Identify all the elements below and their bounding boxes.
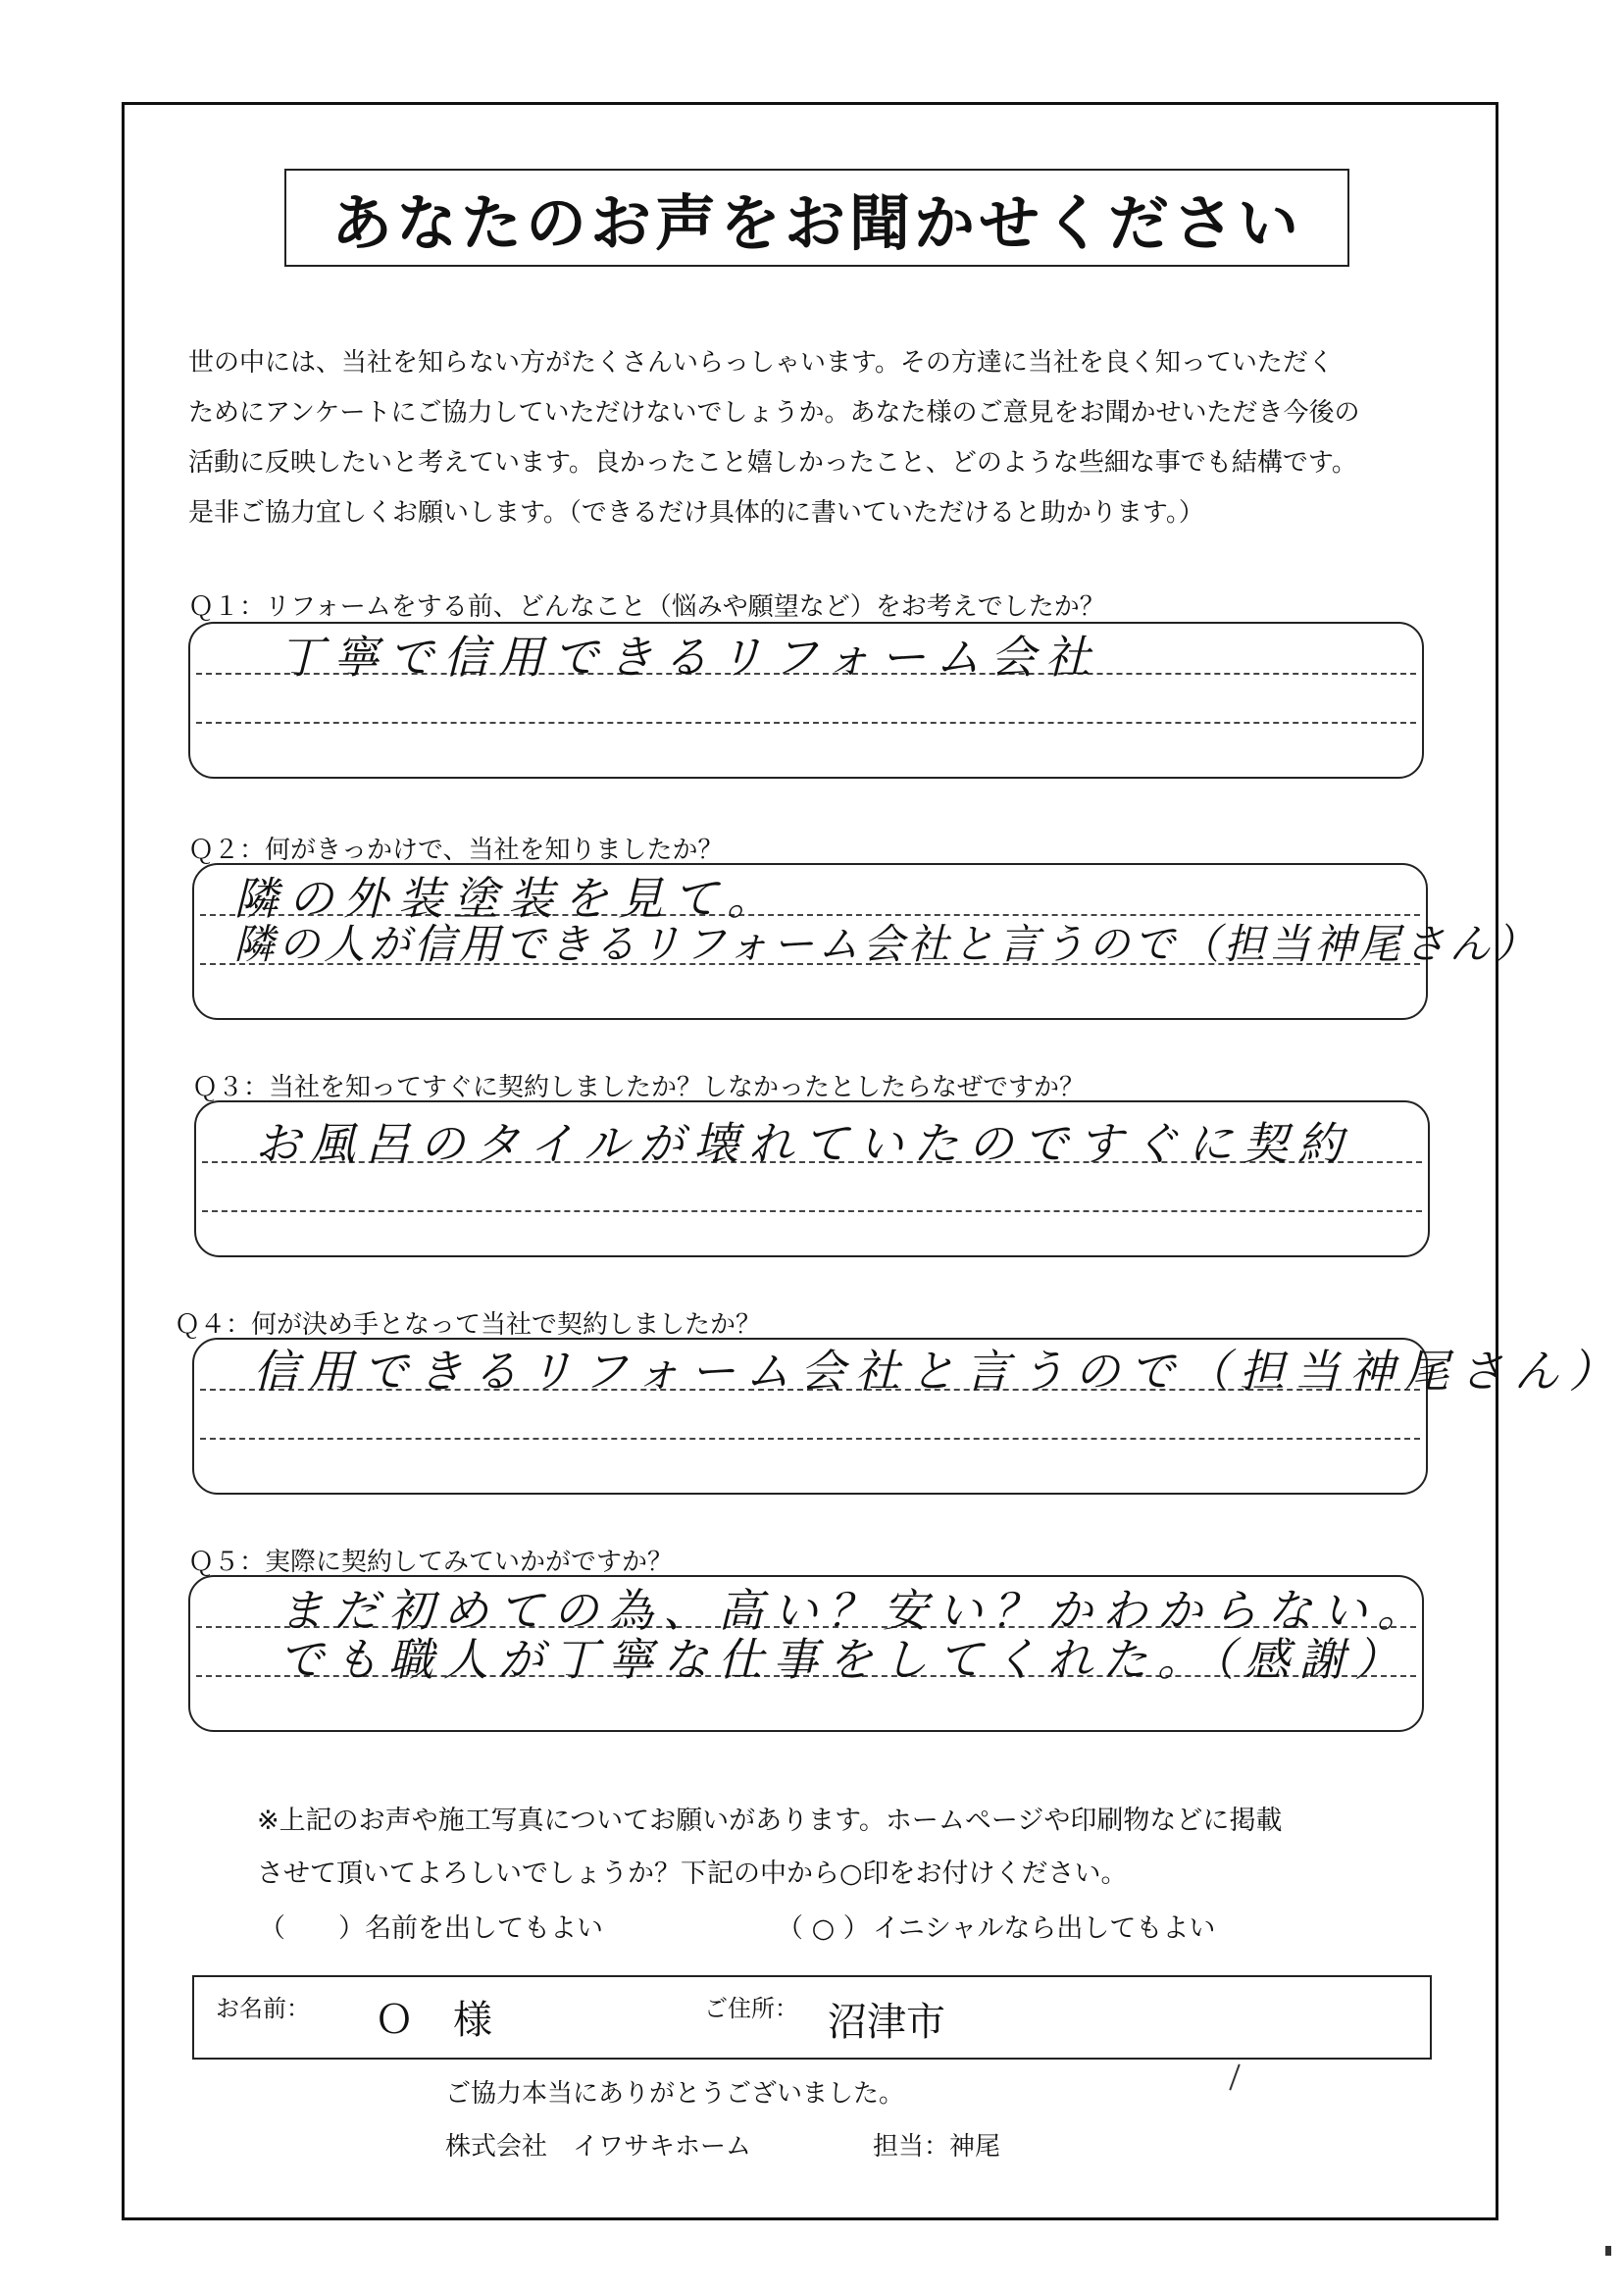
intro-line: 世の中には、当社を知らない方がたくさんいらっしゃいます。その方達に当社を良く知っていただく [188, 348, 1334, 378]
customer-name: Ｏ 様 [375, 1998, 492, 2043]
question-4-answer-box [192, 1338, 1624, 1495]
thanks-text: ご協力本当にありがとうございました。 [445, 2079, 905, 2109]
staff-name: 担当：神尾 [873, 2132, 1001, 2162]
publication-notice-line: させて頂いてよろしいでしょうか？下記の中から○印をお付けください。 [257, 1858, 1128, 1889]
question-2-answer-2: 隣の人が信用できるリフォーム会社と言うので（担当神尾さん） [233, 920, 1540, 968]
question-3-answer-1: お風呂のタイルが壊れていたのですぐに契約 [255, 1117, 1353, 1170]
question-4-answer-1: 信用できるリフォーム会社と言うので（担当神尾さん） [253, 1345, 1624, 1398]
question-1-answer-box [188, 622, 1424, 779]
page-title: あなたのお声をお聞かせください [330, 186, 1302, 259]
customer-info-box [192, 1975, 1432, 2060]
intro-line: ためにアンケートにご協力していただけないでしょうか。あなた様のご意見をお聞かせいただき今後の [188, 398, 1360, 428]
publication-notice-line: ※上記のお声や施工写真についてお願いがあります。ホームページや印刷物などに掲載 [257, 1806, 1283, 1836]
question-2-label: Ｑ２：何がきっかけで、当社を知りましたか？ [188, 836, 724, 865]
option-name-ok: （ ）名前を出してもよい [259, 1913, 603, 1944]
question-5-answer-1: まだ初めての為、高い？安い？かわからない。 [279, 1584, 1432, 1637]
question-4-label: Ｑ４：何が決め手となって当社で契約しましたか？ [175, 1310, 762, 1340]
question-3-answer-box [194, 1100, 1430, 1257]
question-1-label: Ｑ１：リフォームをする前、どんなこと（悩みや願望など）をお考えでしたか？ [188, 592, 1105, 622]
margin-mark [122, 745, 125, 814]
question-5-answer-box [188, 1575, 1432, 1732]
question-1-answer-1: 丁寧で信用できるリフォーム会社 [279, 631, 1100, 684]
company-name: 株式会社 イワサキホーム [445, 2132, 752, 2162]
intro-text [188, 338, 1463, 538]
margin-mark [122, 1422, 125, 1501]
stray-mark [1605, 2246, 1611, 2256]
answer-line [200, 1438, 1420, 1440]
customer-address: 沼津市 [828, 2000, 945, 2045]
option-initial-ok: イニシャルなら出してもよい [873, 1913, 1216, 1944]
title-box [284, 169, 1349, 267]
question-2-answer-box [192, 863, 1540, 1020]
question-5-label: Ｑ５：実際に契約してみていかがですか？ [188, 1548, 674, 1577]
question-3-label: Ｑ３：当社を知ってすぐに契約しましたか？しなかったとしたらなぜですか？ [192, 1073, 1086, 1102]
option-initial-mark: （ ○ ） [777, 1913, 870, 1944]
intro-line: 活動に反映したいと考えています。良かったこと嬉しかったこと、どのような些細な事でも結構です。 [188, 448, 1357, 478]
answer-line [202, 1210, 1422, 1212]
address-label: ご住所： [704, 1995, 798, 2022]
question-2-answer-1: 隣の外装塗装を見て。 [233, 872, 783, 925]
question-5-answer-2: でも職人が丁寧な仕事をしてくれた。（感謝） [279, 1633, 1409, 1686]
name-label: お名前： [216, 1995, 310, 2022]
answer-line [196, 722, 1416, 724]
intro-line: 是非ご協力宜しくお願いします。（できるだけ具体的に書いていただけると助かります。） [188, 498, 1204, 528]
